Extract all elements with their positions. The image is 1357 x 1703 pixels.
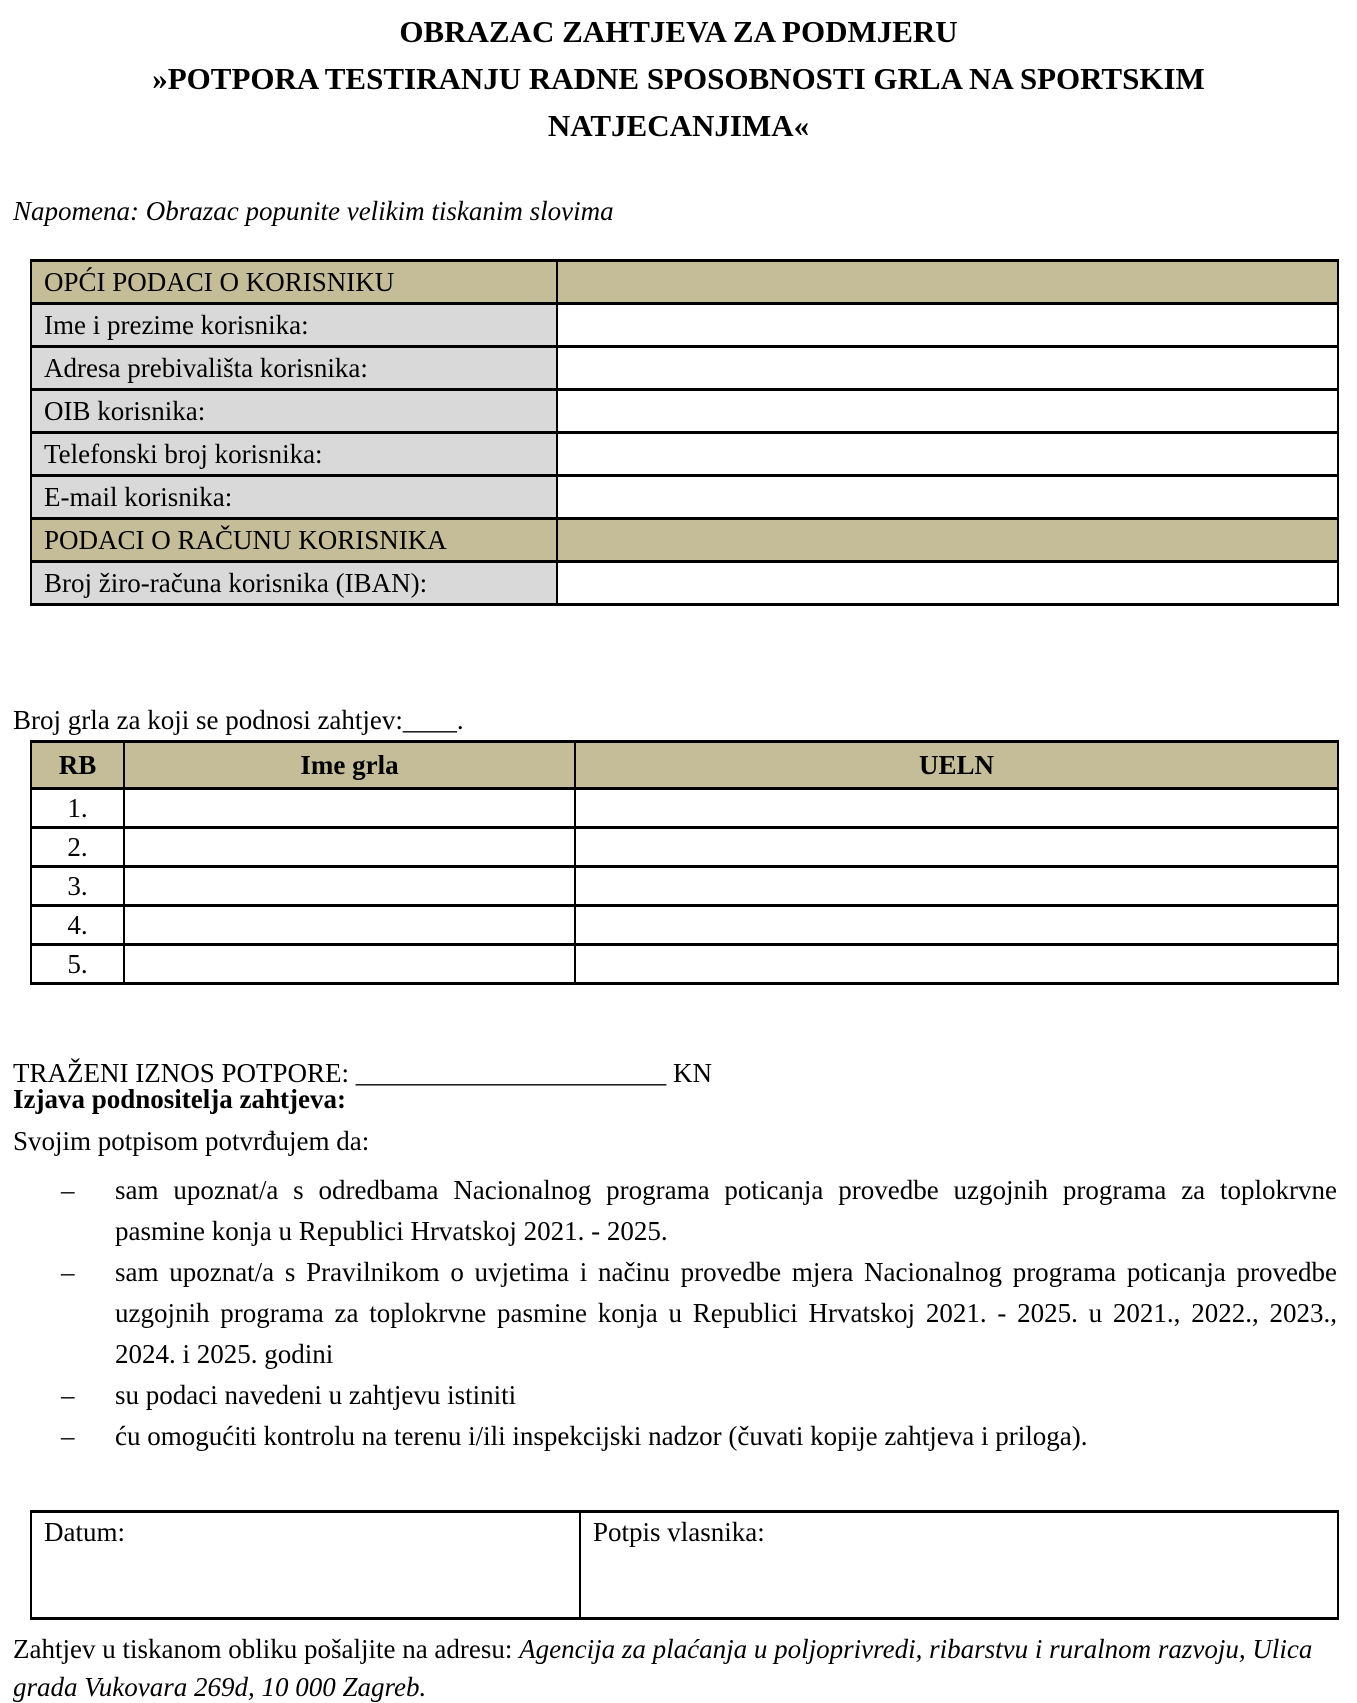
field-label-iban: Broj žiro-računa korisnika (IBAN): bbox=[31, 562, 557, 605]
table-row bbox=[31, 945, 1338, 984]
row-number: 2. bbox=[31, 828, 124, 867]
declaration-item bbox=[13, 1252, 1337, 1375]
declaration-item-text: sam upoznat/a s odredbama Nacionalnog programa poticanja provedbe uzgojnih programa za toplokrvne pasmine konja u Republici Hrvatskoj 2021. - 2025. bbox=[115, 1175, 1337, 1246]
bullet-dash: – bbox=[61, 1380, 75, 1410]
field-value-name[interactable] bbox=[557, 304, 1338, 347]
signature-table bbox=[30, 1510, 1339, 1620]
field-value-email[interactable] bbox=[557, 476, 1338, 519]
horse-count-label: Broj grla za koji se podnosi zahtjev: bbox=[13, 705, 403, 735]
ueln-cell-4[interactable] bbox=[575, 906, 1338, 945]
field-value-phone[interactable] bbox=[557, 433, 1338, 476]
footer-address: Agencija za plaćanja u poljoprivredi, ribarstvu i ruralnom razvoju, Ulica grada Vukovara 269d, 10 000 Zagreb. bbox=[13, 1634, 1313, 1702]
field-label-email: E-mail korisnika: bbox=[31, 476, 557, 519]
applicant-info-table bbox=[30, 259, 1339, 606]
field-label-address: Adresa prebivališta korisnika: bbox=[31, 347, 557, 390]
row-number: 1. bbox=[31, 789, 124, 828]
amount-label: TRAŽENI IZNOS POTPORE: bbox=[13, 1058, 349, 1088]
horses-table bbox=[30, 740, 1339, 985]
signature-label: Potpis vlasnika: bbox=[593, 1517, 765, 1547]
horse-count-period: . bbox=[456, 705, 464, 735]
field-label-name: Ime i prezime korisnika: bbox=[31, 304, 557, 347]
declaration-item bbox=[13, 1375, 1337, 1416]
declaration-heading: Izjava podnositelja zahtjeva: bbox=[13, 1084, 346, 1114]
declaration-item-text: sam upoznat/a s Pravilnikom o uvjetima i načinu provedbe mjera Nacionalnog programa poticanja provedbe uzgojnih programa za toplokrvne pasmine konja u Republici Hrvatskoj 2021. - 2025. u 2021., 2022., 2023., 2024. i 2025. godini bbox=[115, 1257, 1337, 1369]
table-row bbox=[31, 867, 1338, 906]
ueln-cell-1[interactable] bbox=[575, 789, 1338, 828]
horse-name-cell-3[interactable] bbox=[124, 867, 575, 906]
form-note: Napomena: Obrazac popunite velikim tiskanim slovima bbox=[13, 196, 614, 226]
amount-blank[interactable]: _______________________ bbox=[355, 1058, 667, 1088]
page-title-line-1: OBRAZAC ZAHTJEVA ZA PODMJERU bbox=[399, 14, 958, 49]
page-title-line-3: NATJECANJIMA« bbox=[547, 108, 810, 143]
bullet-dash: – bbox=[61, 1257, 75, 1287]
declaration-item bbox=[13, 1416, 1337, 1457]
field-value-oib[interactable] bbox=[557, 390, 1338, 433]
horse-count-blank[interactable]: ____ bbox=[402, 705, 457, 735]
horse-name-cell-5[interactable] bbox=[124, 945, 575, 984]
horse-name-cell-4[interactable] bbox=[124, 906, 575, 945]
section-header-general-info: OPĆI PODACI O KORISNIKU bbox=[31, 261, 557, 304]
declaration-item bbox=[13, 1170, 1337, 1252]
declaration-list bbox=[13, 1170, 1337, 1457]
table-row bbox=[31, 828, 1338, 867]
horse-count-line bbox=[13, 705, 464, 736]
column-header-rb: RB bbox=[31, 742, 124, 789]
table-row bbox=[31, 906, 1338, 945]
declaration-item-text: ću omogućiti kontrolu na terenu i/ili inspekcijski nadzor (čuvati kopije zahtjeva i priloga). bbox=[115, 1421, 1088, 1451]
row-number: 5. bbox=[31, 945, 124, 984]
footer-instruction: Zahtjev u tiskanom obliku pošaljite na adresu: bbox=[13, 1634, 520, 1664]
table-row bbox=[31, 789, 1338, 828]
ueln-cell-3[interactable] bbox=[575, 867, 1338, 906]
currency-label: KN bbox=[673, 1058, 712, 1088]
column-header-ueln: UELN bbox=[575, 742, 1338, 789]
section-header-account-info-spacer bbox=[557, 519, 1338, 562]
column-header-horse-name: Ime grla bbox=[124, 742, 575, 789]
declaration-intro: Svojim potpisom potvrđujem da: bbox=[13, 1126, 370, 1156]
horse-name-cell-2[interactable] bbox=[124, 828, 575, 867]
date-label: Datum: bbox=[44, 1517, 125, 1547]
row-number: 4. bbox=[31, 906, 124, 945]
bullet-dash: – bbox=[61, 1175, 75, 1205]
declaration-item-text: su podaci navedeni u zahtjevu istiniti bbox=[115, 1380, 517, 1410]
section-header-account-info: PODACI O RAČUNU KORISNIKA bbox=[31, 519, 557, 562]
horse-name-cell-1[interactable] bbox=[124, 789, 575, 828]
page-title bbox=[0, 8, 1357, 149]
footer-note bbox=[13, 1630, 1337, 1703]
field-label-phone: Telefonski broj korisnika: bbox=[31, 433, 557, 476]
date-cell[interactable] bbox=[31, 1512, 580, 1619]
ueln-cell-5[interactable] bbox=[575, 945, 1338, 984]
section-header-general-info-spacer bbox=[557, 261, 1338, 304]
page-title-line-2: »POTPORA TESTIRANJU RADNE SPOSOBNOSTI GRLA NA SPORTSKIM bbox=[152, 61, 1205, 96]
signature-cell[interactable] bbox=[580, 1512, 1338, 1619]
field-label-oib: OIB korisnika: bbox=[31, 390, 557, 433]
field-value-iban[interactable] bbox=[557, 562, 1338, 605]
row-number: 3. bbox=[31, 867, 124, 906]
bullet-dash: – bbox=[61, 1421, 75, 1451]
ueln-cell-2[interactable] bbox=[575, 828, 1338, 867]
field-value-address[interactable] bbox=[557, 347, 1338, 390]
